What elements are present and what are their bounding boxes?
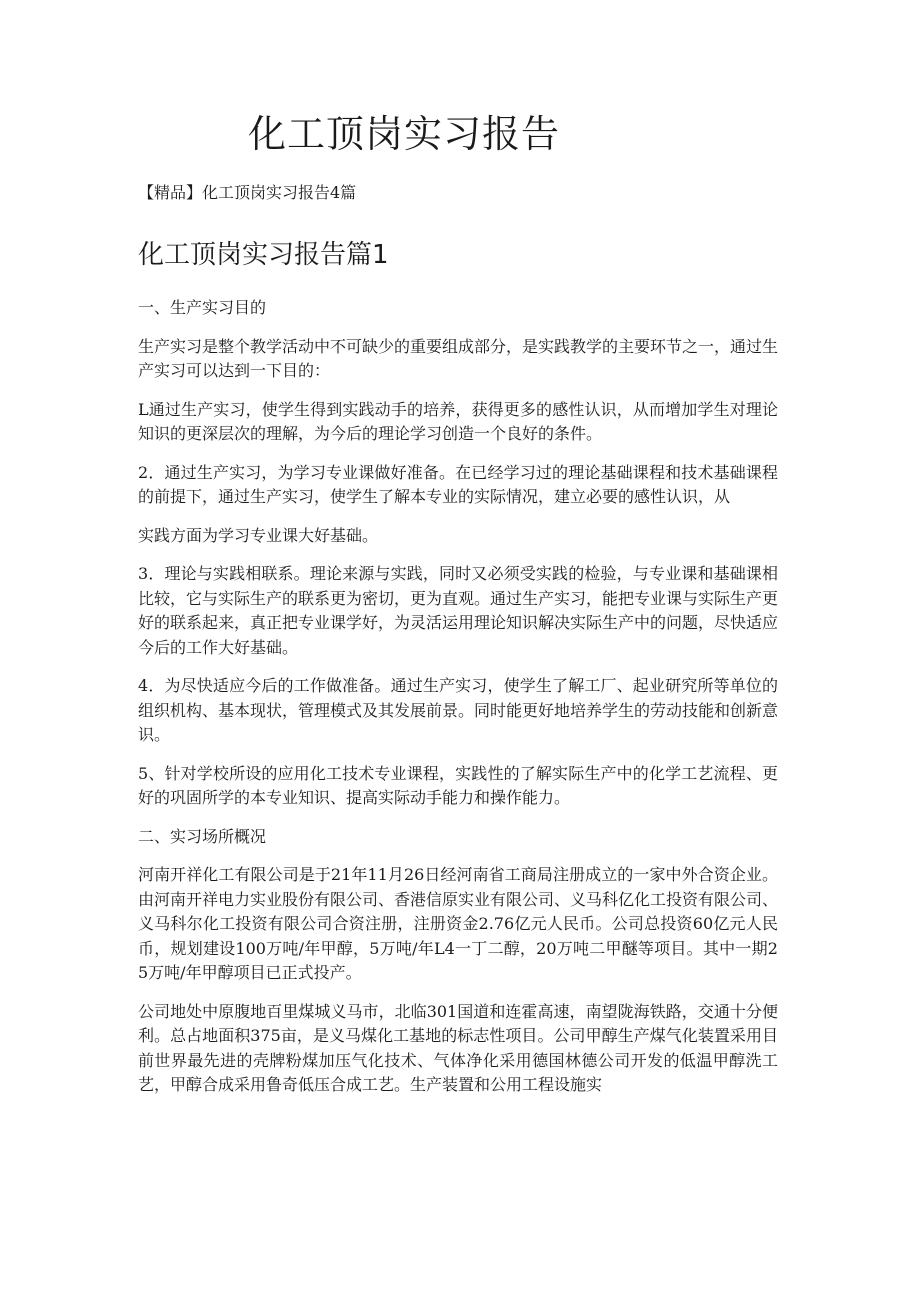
paragraph-intro: 生产实习是整个教学活动中不可缺少的重要组成部分，是实践教学的主要环节之一，通过生产实习可以达到一下目的： xyxy=(138,336,779,380)
document-title: 化工顶岗实习报告 xyxy=(248,112,561,156)
document-subtitle: 【精品】化工顶岗实习报告4篇 xyxy=(138,183,357,202)
heading-practice-purpose: 一、生产实习目的 xyxy=(138,298,267,317)
paragraph-company-profile: 河南开祥化工有限公司是于21年11月26日经河南省工商局注册成立的一家中外合资企业。由河南开祥电力实业股份有限公司、香港信原实业有限公司、义马科亿化工投资有限公司、义马科尔化工投资有限公司合资注册，注册资金2.76亿元人民币。公司总投资60亿元人民币，规划建设100万吨/年甲醇，5万吨/年L4一丁二醇，20万吨二甲醚等项目。其中一期25万吨/年甲醇项目已正式投产。 xyxy=(138,865,779,982)
document-body xyxy=(138,296,778,1112)
heading-site-overview: 二、实习场所概况 xyxy=(138,826,267,846)
paragraph-item-4: 4．为尽快适应今后的工作做准备。通过生产实习，使学生了解工厂、起业研究所等单位的组织机构、基本现状，管理模式及其发展前景。同时能更好地培养学生的劳动技能和创新意识。 xyxy=(138,676,779,744)
paragraph-item-5: 5、针对学校所设的应用化工技术专业课程，实践性的了解实际生产中的化学工艺流程、更好的巩固所学的本专业知识、提高实际动手能力和操作能力。 xyxy=(138,763,778,807)
paragraph-item-3: 3．理论与实践相联系。理论来源与实践，同时又必须受实践的检验，与专业课和基础课相比较，它与实际生产的联系更为密切，更为直观。通过生产实习，能把专业课与实际生产更好的联系起来，真正把专业课学好，为灵活运用理论知识解决实际生产中的问题，尽快适应今后的工作大好基础。 xyxy=(138,564,779,657)
paragraph-item-1: L通过生产实习，使学生得到实践动手的培养，获得更多的感性认识，从而增加学生对理论知识的更深层次的理解，为今后的理论学习创造一个良好的条件。 xyxy=(138,399,778,443)
paragraph-company-location: 公司地处中原腹地百里煤城义马市，北临301国道和连霍高速，南望陇海铁路，交通十分便利。总占地面积375亩，是义马煤化工基地的标志性项目。公司甲醇生产煤气化装置采用目前世界最先进的壳牌粉煤加压气化技术、气体净化采用德国林德公司开发的低温甲醇洗工艺，甲醇合成采用鲁奇低压合成工艺。生产装置和公用工程设施实 xyxy=(138,1001,778,1094)
paragraph-item-2: 2．通过生产实习，为学习专业课做好准备。在已经学习过的理论基础课程和技术基础课程的前提下，通过生产实习，使学生了解本专业的实际情况，建立必要的感性认识，从 xyxy=(138,462,778,506)
section-title: 化工顶岗实习报告篇1 xyxy=(138,240,389,270)
paragraph-item-2-continued: 实践方面为学习专业课大好基础。 xyxy=(138,525,379,545)
